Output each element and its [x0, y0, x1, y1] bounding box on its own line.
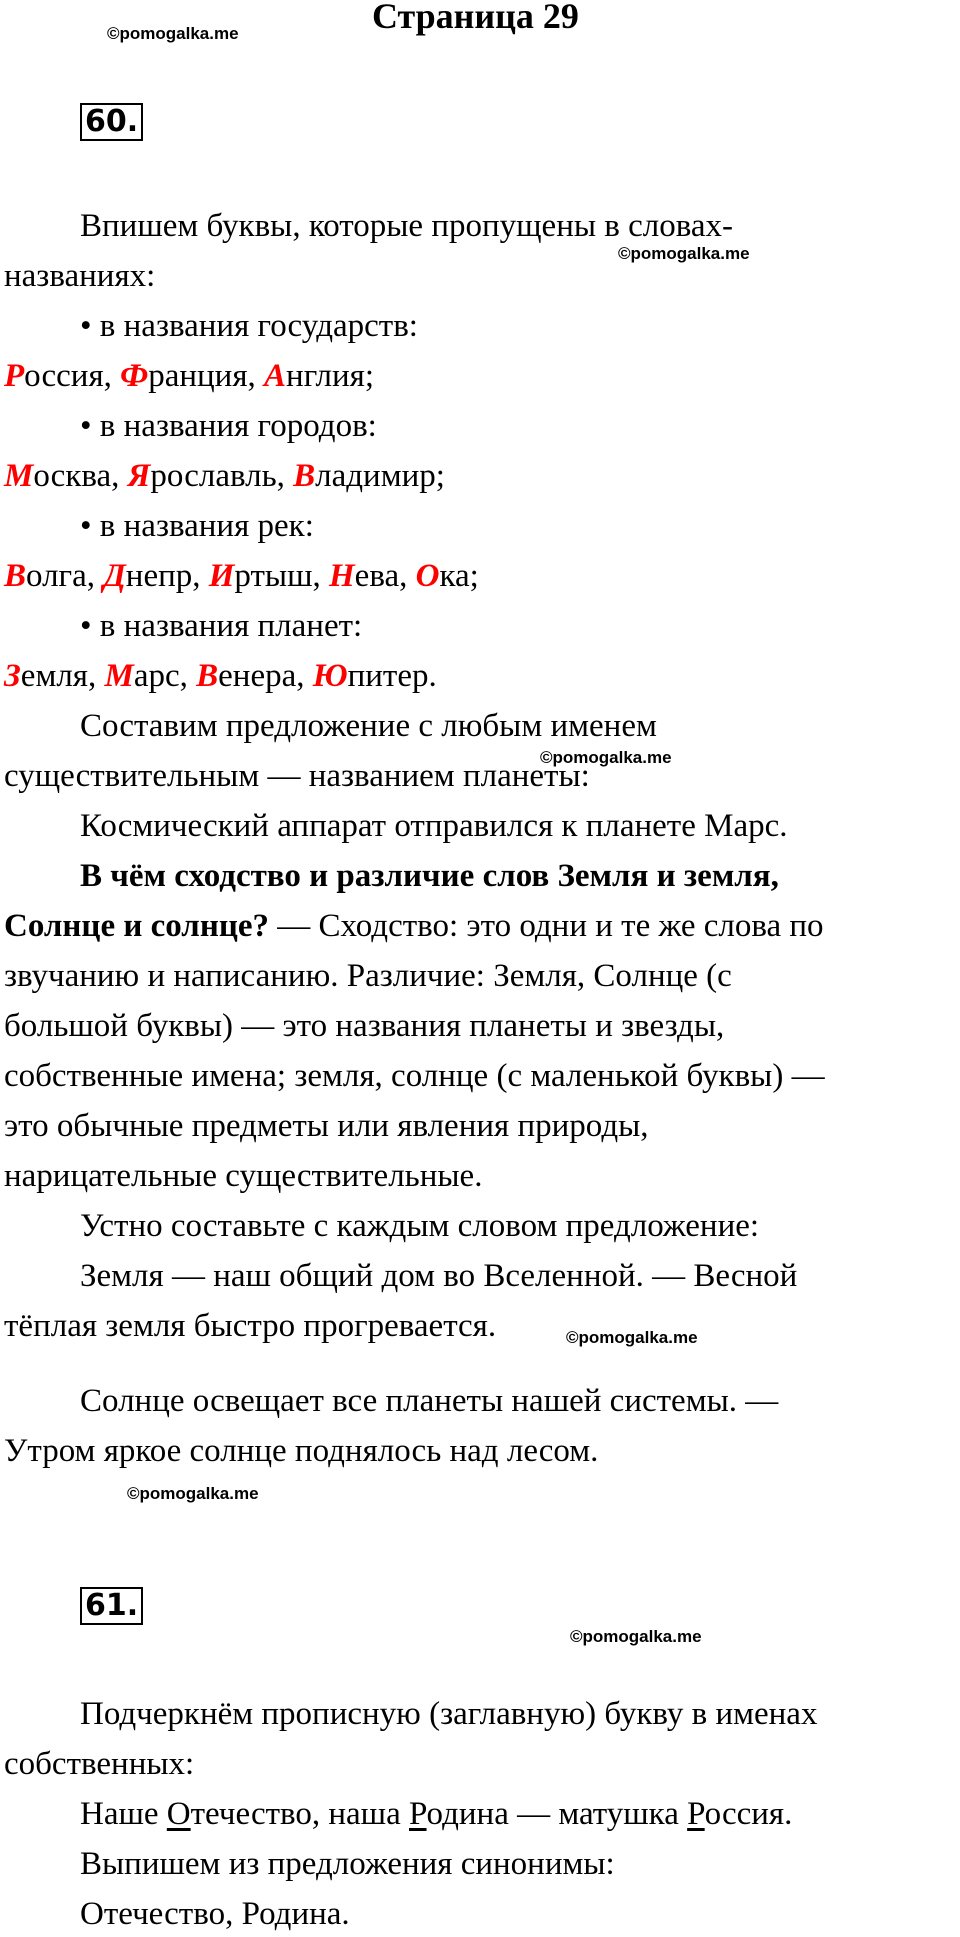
synonyms: Отечество, Родина. [80, 1896, 350, 1932]
watermark: ©pomogalka.me [566, 1328, 698, 1347]
task-60-number: 60. [80, 103, 143, 141]
watermark: ©pomogalka.me [618, 244, 750, 263]
task-61-intro-line-1: Подчеркнём прописную (заглавную) букву в именах [80, 1696, 818, 1732]
task-61-intro-line-2: собственных: [4, 1746, 195, 1782]
oral-sentence-2b: Утром яркое солнце поднялось над лесом. [4, 1433, 599, 1469]
compose-line-2: существительным — названием планеты: [4, 758, 590, 794]
rivers-words: Волга, Днепр, Иртыш, Нева, Ока; [4, 558, 479, 594]
watermark: ©pomogalka.me [107, 24, 239, 43]
bullet-rivers: • в названия рек: [80, 508, 314, 544]
question-line-1: В чём сходство и различие слов Земля и земля, [80, 858, 779, 894]
synonyms-intro: Выпишем из предложения синонимы: [80, 1846, 615, 1882]
planets-words: Земля, Марс, Венера, Юпитер. [4, 658, 437, 694]
task-60-intro-line-2: названиях: [4, 258, 156, 294]
oral-sentence-1b: тёплая земля быстро прогревается. [4, 1308, 497, 1344]
underlined-sentence: Наше Отечество, наша Родина — матушка Россия. [80, 1796, 793, 1832]
bullet-cities: • в названия городов: [80, 408, 377, 444]
oral-sentence-1a: Земля — наш общий дом во Вселенной. — Весной [80, 1258, 798, 1294]
bullet-planets: • в названия планет: [80, 608, 363, 644]
watermark: ©pomogalka.me [570, 1627, 702, 1646]
answer-line-1: Солнце и солнце? — Сходство: это одни и те же слова по [4, 908, 824, 944]
answer-line-6: нарицательные существительные. [4, 1158, 483, 1194]
countries-words: Россия, Франция, Англия; [4, 358, 375, 394]
page-title: Страница 29 [372, 0, 579, 36]
task-61-number: 61. [80, 1587, 143, 1625]
oral-task: Устно составьте с каждым словом предложение: [80, 1208, 760, 1244]
compose-line-1: Составим предложение с любым именем [80, 708, 657, 744]
bullet-countries: • в названия государств: [80, 308, 418, 344]
oral-sentence-2a: Солнце освещает все планеты нашей системы. — [80, 1383, 779, 1419]
cities-words: Москва, Ярославль, Владимир; [4, 458, 445, 494]
example-sentence: Космический аппарат отправился к планете Марс. [80, 808, 788, 844]
answer-line-5: это обычные предметы или явления природы, [4, 1108, 649, 1144]
task-60-intro-line-1: Впишем буквы, которые пропущены в словах- [80, 208, 734, 244]
answer-line-3: большой буквы) — это названия планеты и звезды, [4, 1008, 725, 1044]
answer-line-2: звучанию и написанию. Различие: Земля, Солнце (с [4, 958, 732, 994]
answer-line-4: собственные имена; земля, солнце (с маленькой буквы) — [4, 1058, 825, 1094]
watermark: ©pomogalka.me [127, 1484, 259, 1503]
watermark: ©pomogalka.me [540, 748, 672, 767]
